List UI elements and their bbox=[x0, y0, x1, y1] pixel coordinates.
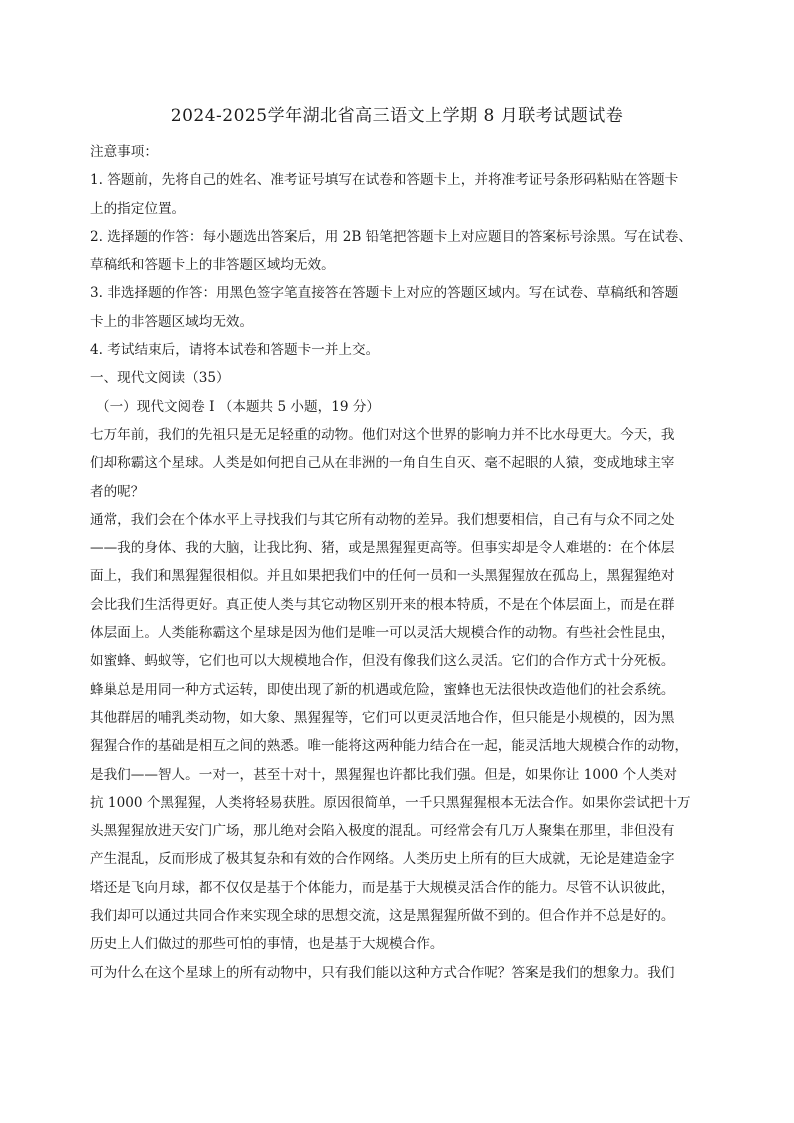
passage-line: 通常，我们会在个体水平上寻找我们与其它所有动物的差异。我们想要相信，自己有与众不同之处 bbox=[90, 511, 675, 528]
passage-line: ——我的身体、我的大脑，让我比狗、猪，或是黑猩猩更高等。但事实却是令人难堪的：在个体层 bbox=[90, 540, 675, 557]
passage-line: 我们却可以通过共同合作来实现全球的思想交流，这是黑猩猩所做不到的。但合作并不总是好的。 bbox=[90, 908, 675, 925]
passage-line: 可为什么在这个星球上的所有动物中，只有我们能以这种方式合作呢？答案是我们的想象力。我们 bbox=[90, 964, 675, 981]
passage-line: 产生混乱，反而形成了极其复杂和有效的合作网络。人类历史上所有的巨大成就，无论是建造金字 bbox=[90, 851, 675, 868]
passage-line: 们却称霸这个星球。人类是如何把自己从在非洲的一角自生自灭、毫不起眼的人猿，变成地球主宰 bbox=[90, 455, 675, 472]
passage-line: 猩猩合作的基础是相互之间的熟悉。唯一能将这两种能力结合在一起，能灵活地大规模合作的动物， bbox=[90, 738, 689, 755]
passage-line: 塔还是飞向月球，都不仅仅是基于个体能力，而是基于大规模灵活合作的能力。尽管不认识彼此， bbox=[90, 879, 675, 896]
passage-line: 其他群居的哺乳类动物，如大象、黑猩猩等，它们可以更灵活地合作，但只能是小规模的，因为黑 bbox=[90, 709, 675, 726]
passage-line: 抗 1000 个黑猩猩，人类将轻易获胜。原因很简单，一千只黑猩猩根本无法合作。如果你尝试把十万 bbox=[90, 794, 691, 811]
notice-item-2-line-2: 草稿纸和答题卡上的非答题区域均无效。 bbox=[90, 257, 335, 274]
exam-content bbox=[90, 138, 716, 987]
notice-item-3-line-2: 卡上的非答题区域均无效。 bbox=[90, 313, 254, 330]
passage-line: 如蜜蜂、蚂蚁等，它们也可以大规模地合作，但没有像我们这么灵活。它们的合作方式十分死板。 bbox=[90, 653, 675, 670]
passage-line: 蜂巢总是用同一种方式运转，即使出现了新的机遇或危险，蜜蜂也无法很快改造他们的社会系统。 bbox=[90, 681, 675, 698]
passage-line: 是我们——智人。一对一，甚至十对十，黑猩猩也许都比我们强。但是，如果你让 1000 个人类对 bbox=[90, 766, 677, 783]
passage-line: 体层面上。人类能称霸这个星球是因为他们是唯一可以灵活大规模合作的动物。有些社会性昆虫， bbox=[90, 625, 675, 642]
exam-title: 2024-2025学年湖北省高三语文上学期 8 月联考试题试卷 bbox=[170, 106, 624, 126]
notice-heading: 注意事项： bbox=[90, 144, 158, 160]
notice-item-1-line-1: 1. 答题前，先将自己的姓名、准考证号填写在试卷和答题卡上，并将准考证号条形码粘贴在答题卡 bbox=[90, 172, 679, 189]
subsection-heading: （一）现代文阅卷 I （本题共 5 小题，19 分） bbox=[96, 398, 381, 415]
passage-line: 七万年前，我们的先祖只是无足轻重的动物。他们对这个世界的影响力并不比水母更大。今天，我 bbox=[90, 426, 675, 443]
passage-line: 者的呢？ bbox=[90, 483, 145, 500]
notice-item-4: 4. 考试结束后，请将本试卷和答题卡一并上交。 bbox=[90, 342, 380, 359]
notice-item-1-line-2: 上的指定位置。 bbox=[90, 200, 186, 217]
passage-line: 面上，我们和黑猩猩很相似。并且如果把我们中的任何一员和一头黑猩猩放在孤岛上，黑猩猩绝对 bbox=[90, 568, 675, 585]
notice-item-2-line-1: 2. 选择题的作答：每小题选出答案后，用 2B 铅笔把答题卡上对应题目的答案标号涂黑。写在试卷、 bbox=[90, 228, 692, 245]
passage-line: 历史上人们做过的那些可怕的事情，也是基于大规模合作。 bbox=[90, 936, 444, 953]
notice-item-3-line-1: 3. 非选择题的作答：用黑色签字笔直接答在答题卡上对应的答题区域内。写在试卷、草稿纸和答题 bbox=[90, 285, 679, 302]
passage-line: 头黑猩猩放进天安门广场，那儿绝对会陷入极度的混乱。可经常会有几万人聚集在那里，非但没有 bbox=[90, 823, 675, 840]
section-heading: 一、现代文阅读（35） bbox=[90, 370, 230, 387]
passage-line: 会比我们生活得更好。真正使人类与其它动物区别开来的根本特质，不是在个体层面上，而是在群 bbox=[90, 596, 675, 613]
